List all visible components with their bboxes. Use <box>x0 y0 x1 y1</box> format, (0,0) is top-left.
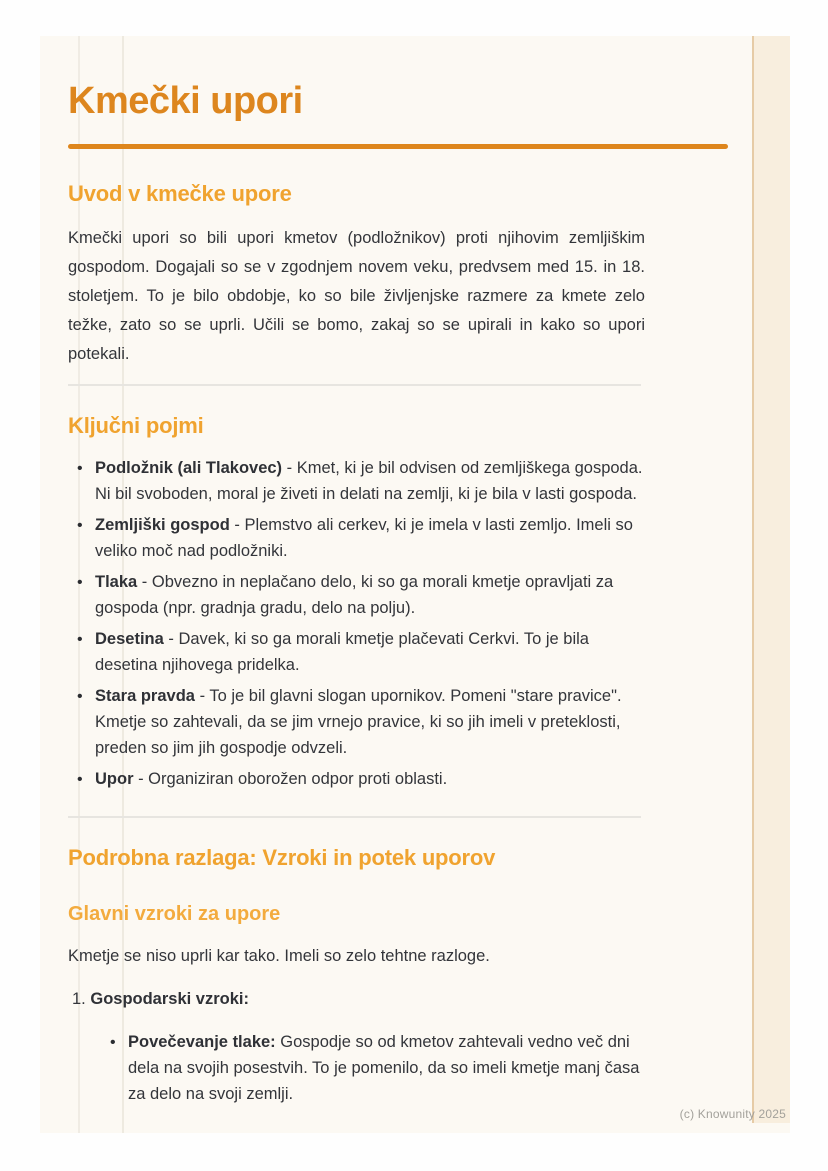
term-list-item <box>68 766 645 792</box>
bullet-icon <box>77 512 83 539</box>
sub-bullet-item <box>68 1029 645 1107</box>
key-terms-list <box>68 455 645 792</box>
term-list-item <box>68 569 645 621</box>
bullet-icon <box>77 683 83 710</box>
term-list-item <box>68 512 645 564</box>
lead-paragraph: Kmetje se niso uprli kar tako. Imeli so zelo tehtne razloge. <box>68 946 490 965</box>
page-edge-bar <box>752 36 790 1123</box>
page-title: Kmečki upori <box>68 80 303 122</box>
term-description: - Organiziran oborožen odpor proti oblasti. <box>138 769 448 788</box>
term-label: Upor <box>95 769 134 788</box>
term-description: - Plemstvo ali cerkev, ki je imela v lasti zemljo. Imeli so veliko moč nad podložniki. <box>95 515 633 560</box>
intro-paragraph: Kmečki upori so bili upori kmetov (podložnikov) proti njihovim zemljiškim gospodom. Dogajali so se v zgodnjem novem veku, predvsem med 15. in 18. stoletjem. To je bilo obdobje, ko so bile življenjske razmere za kmete zelo težke, zato so se uprli. Učili se bomo, zakaj so se upirali in kako so upori potekali. <box>68 228 645 363</box>
subsection-heading-causes: Glavni vzroki za upore <box>68 902 281 925</box>
term-list-item <box>68 683 645 761</box>
bullet-icon <box>77 766 83 793</box>
term-description: - Kmet, ki je bil odvisen od zemljiškega gospoda. Ni bil svoboden, moral je živeti in delati na zemlji, ki je bila v lasti gospoda. <box>95 458 643 503</box>
section-divider <box>68 816 641 818</box>
section-heading-detail: Podrobna razlaga: Vzroki in potek uporov <box>68 844 496 870</box>
numbered-list-item <box>68 986 645 1012</box>
footer-credit: (c) Knowunity 2025 <box>679 1107 786 1121</box>
term-description: - Obvezno in neplačano delo, ki so ga morali kmetje opravljati za gospoda (npr. gradnja gradu, delo na polju). <box>95 572 614 617</box>
sub-term-label: Povečevanje tlake: <box>128 1032 276 1051</box>
term-description: - To je bil glavni slogan upornikov. Pomeni "stare pravice". Kmetje so zahtevali, da se jim vrnejo pravice, ki so jih imeli v preteklosti, preden so jim jih gospodje odvzeli. <box>95 686 622 757</box>
numbered-item-label: Gospodarski vzroki: <box>90 989 249 1008</box>
section-heading-key-terms: Ključni pojmi <box>68 412 204 438</box>
document-content <box>68 36 645 1107</box>
number-label: 1. <box>72 989 86 1008</box>
term-label: Podložnik (ali Tlakovec) <box>95 458 283 477</box>
bullet-icon <box>77 455 83 482</box>
term-description: - Davek, ki so ga morali kmetje plačevati Cerkvi. To je bila desetina njihovega pridelka. <box>95 629 589 674</box>
document-page <box>40 36 790 1133</box>
bullet-icon <box>77 626 83 653</box>
bullet-icon <box>77 569 83 596</box>
term-list-item <box>68 455 645 507</box>
sub-term-description: Gospodje so od kmetov zahtevali vedno več dni dela na svojih posestvih. To je pomenilo, da so imeli kmetje manj časa za delo na svoji zemlji. <box>128 1032 640 1103</box>
section-heading-intro: Uvod v kmečke upore <box>68 180 292 206</box>
term-list-item <box>68 626 645 678</box>
term-label: Zemljiški gospod <box>95 515 230 534</box>
title-underline <box>68 144 728 149</box>
section-divider <box>68 384 641 386</box>
term-label: Desetina <box>95 629 164 648</box>
nested-bullet-list <box>68 1029 645 1107</box>
term-label: Tlaka <box>95 572 138 591</box>
bullet-icon <box>110 1029 116 1056</box>
term-label: Stara pravda <box>95 686 195 705</box>
